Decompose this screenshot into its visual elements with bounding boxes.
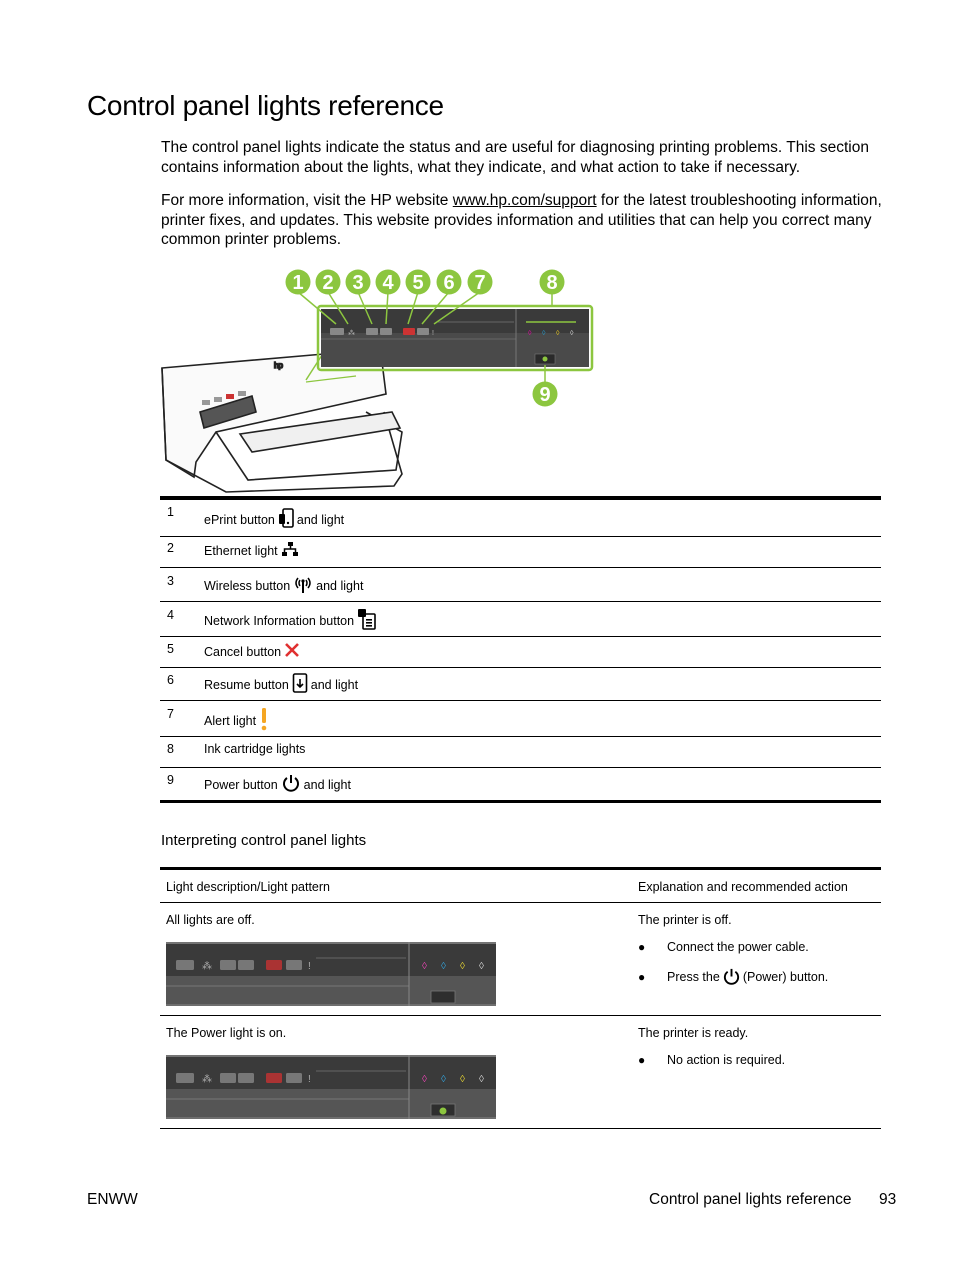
- explanation-text: The printer is off.: [638, 913, 732, 927]
- bullet-item: [638, 1053, 785, 1067]
- table-row: [160, 767, 881, 800]
- control-panel-power-on-image: [166, 1055, 496, 1119]
- section-heading: Interpreting control panel lights: [161, 832, 367, 849]
- part-label: Ethernet light: [204, 543, 278, 558]
- power-icon: [281, 773, 301, 796]
- table-row: [160, 903, 881, 1016]
- intro-text-cont: for the latest troubleshooting information, printer fixes, and updates. This website provides information and utilities that can help you correct many common printer problems.: [161, 192, 882, 248]
- part-suffix: and light: [316, 578, 364, 593]
- svg-text:⁂: ⁂: [348, 330, 355, 337]
- bullet-text: Connect the power cable.: [667, 940, 809, 954]
- callout-number: 2: [322, 272, 334, 294]
- bullet-item: [638, 940, 809, 954]
- part-description: [204, 742, 305, 756]
- part-label: Alert light: [204, 713, 257, 728]
- table-row: [160, 736, 881, 767]
- svg-text:◊: ◊: [570, 330, 574, 337]
- parts-table: [160, 496, 881, 803]
- table-row: [160, 567, 881, 601]
- table-row: [160, 500, 881, 536]
- svg-text:◊: ◊: [542, 330, 546, 337]
- intro-paragraph-1: The control panel lights indicate the status and are useful for diagnosing printing problems. This section contains information about the lights, what they indicate, and what action to take if necessary.: [161, 139, 869, 176]
- part-number: 9: [167, 773, 174, 787]
- part-number: 7: [167, 707, 174, 721]
- svg-text:hp: hp: [274, 361, 283, 370]
- svg-text:◊: ◊: [528, 330, 532, 337]
- callout-number: 7: [474, 272, 486, 294]
- eprint-icon: [278, 508, 294, 531]
- part-label: Network Information button: [204, 613, 355, 628]
- page-title: Control panel lights reference: [87, 90, 444, 121]
- table-row: [160, 700, 881, 736]
- bullet-text: (Power) button.: [742, 969, 829, 984]
- part-description: [204, 541, 299, 560]
- hp-support-link[interactable]: www.hp.com/support: [452, 192, 597, 209]
- part-number: 8: [167, 742, 174, 756]
- page-number: 93: [879, 1191, 897, 1208]
- network-info-icon: [357, 608, 377, 633]
- wireless-icon: [293, 574, 313, 597]
- part-suffix: and light: [296, 512, 345, 527]
- svg-text:◊: ◊: [556, 330, 560, 337]
- callout-number: 1: [292, 272, 304, 294]
- footer-section-title: Control panel lights reference: [649, 1191, 852, 1208]
- table-header: [160, 870, 881, 903]
- footer-left: ENWW: [87, 1191, 138, 1208]
- zoomed-control-panel: [318, 306, 592, 370]
- intro-text: For more information, visit the HP website: [161, 192, 453, 209]
- table-row: [160, 536, 881, 567]
- table-bottom-rule: [160, 800, 881, 803]
- bullet-text: No action is required.: [667, 1053, 786, 1067]
- power-icon: [722, 967, 741, 986]
- callout-number: 5: [412, 272, 424, 294]
- printer-control-panel-illustration: [156, 262, 601, 494]
- control-panel-all-off-image: [166, 942, 496, 1006]
- part-number: 4: [167, 608, 174, 622]
- part-number: 6: [167, 673, 174, 687]
- table-row: [160, 1016, 881, 1129]
- part-label: Resume button: [204, 677, 289, 692]
- light-description: The Power light is on.: [166, 1026, 287, 1040]
- alert-icon: [259, 707, 269, 734]
- part-number: 1: [167, 505, 174, 519]
- callout-number: 9: [539, 384, 551, 406]
- light-description: All lights are off.: [166, 913, 255, 927]
- part-description: [204, 608, 377, 633]
- svg-text:!: !: [432, 330, 434, 337]
- explanation-text: The printer is ready.: [638, 1026, 749, 1040]
- table-row: [160, 667, 881, 700]
- intro-paragraph-2: [161, 191, 886, 250]
- part-label: Ink cartridge lights: [204, 742, 306, 756]
- part-description: [204, 508, 344, 531]
- cancel-x-icon: [284, 642, 300, 661]
- table-row: [160, 636, 881, 667]
- callout-number: 6: [443, 272, 455, 294]
- part-description: [204, 707, 269, 734]
- part-description: [204, 642, 300, 661]
- bullet-dot: ●: [638, 969, 646, 984]
- resume-icon: [292, 673, 308, 696]
- part-description: [204, 673, 358, 696]
- callout-number: 8: [546, 272, 558, 294]
- part-suffix: and light: [303, 777, 351, 792]
- part-number: 3: [167, 574, 174, 588]
- part-suffix: and light: [310, 677, 359, 692]
- bullet-text: Press the: [667, 969, 720, 984]
- callout-number: 3: [352, 272, 364, 294]
- part-label: Power button: [204, 777, 278, 792]
- bullet-item: [638, 967, 828, 986]
- table-row: [160, 601, 881, 636]
- part-label: ePrint button: [204, 512, 275, 527]
- lights-interpretation-table: [160, 867, 881, 1129]
- part-description: [204, 574, 363, 597]
- printer-body: [162, 354, 402, 492]
- header-explanation: Explanation and recommended action: [638, 880, 848, 894]
- part-label: Cancel button: [204, 644, 282, 659]
- bullet-dot: ●: [638, 1053, 646, 1067]
- part-description: [204, 773, 351, 796]
- callout-number: 4: [382, 272, 394, 294]
- header-light-pattern: Light description/Light pattern: [166, 880, 330, 894]
- bullet-dot: ●: [638, 940, 646, 954]
- part-label: Wireless button: [204, 578, 291, 593]
- part-number: 2: [167, 541, 174, 555]
- part-number: 5: [167, 642, 174, 656]
- ethernet-icon: [281, 541, 299, 560]
